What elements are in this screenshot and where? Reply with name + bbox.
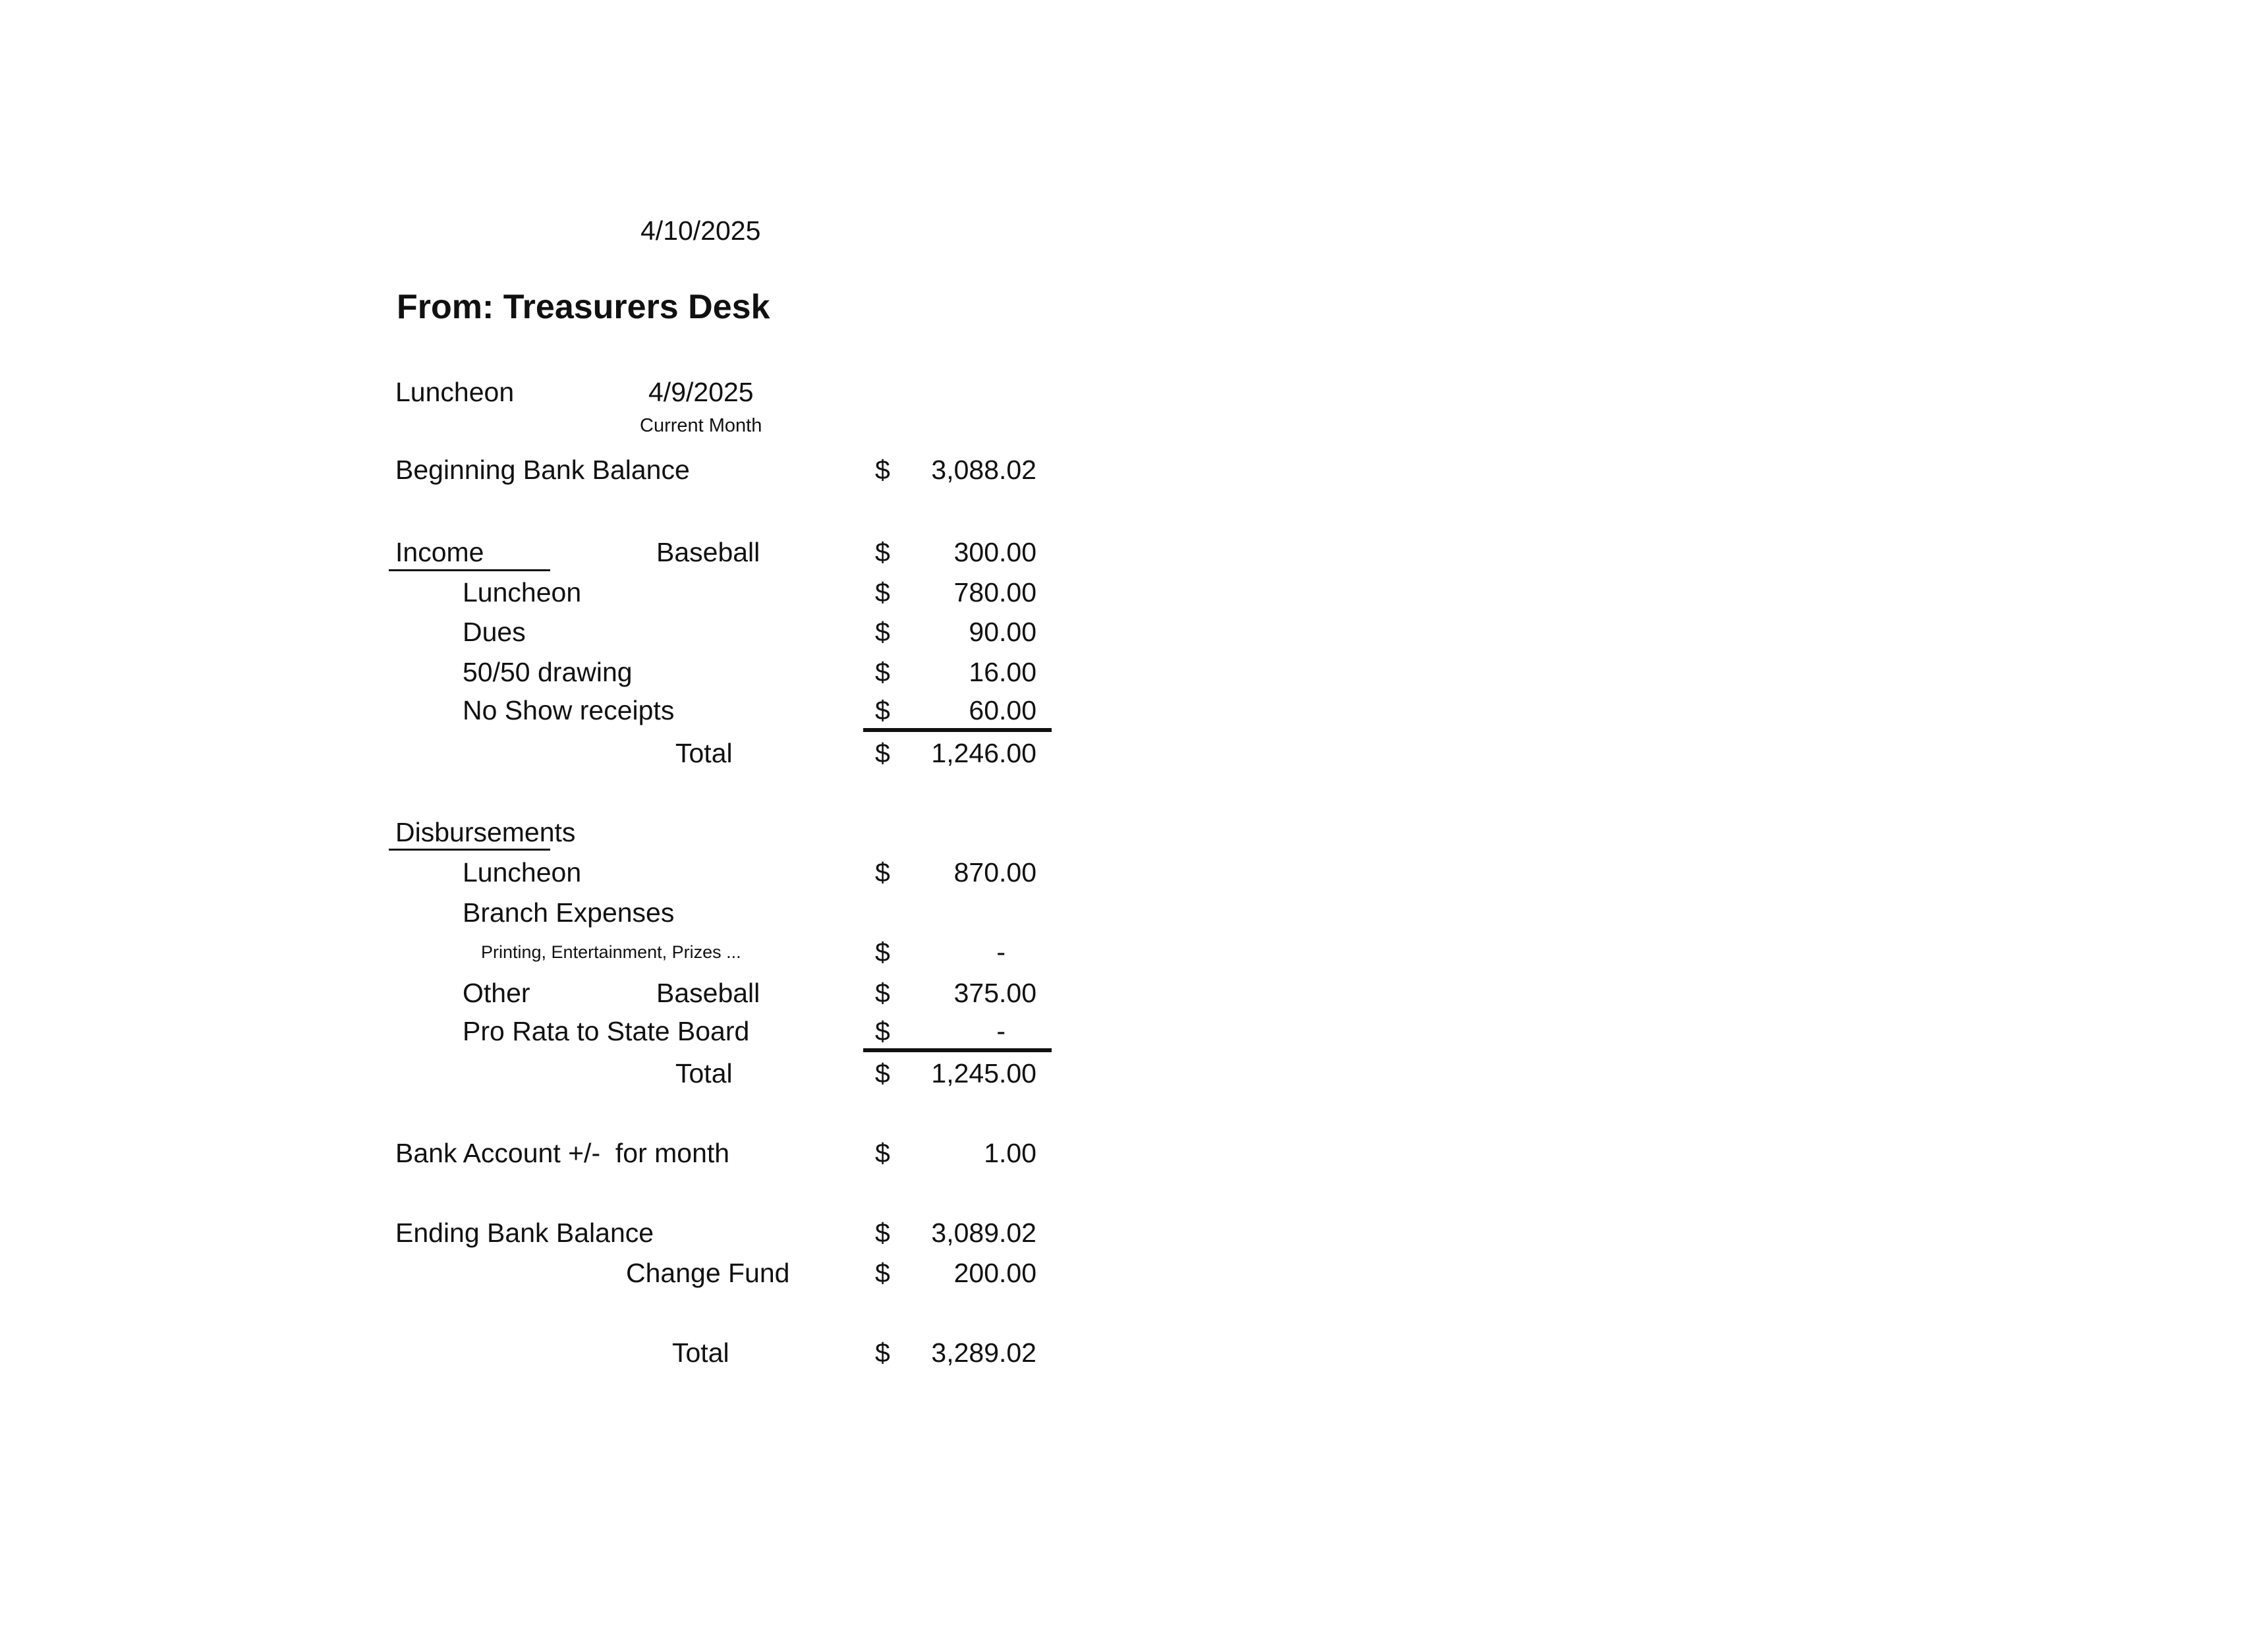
- disbursement-pro-rata: Pro Rata to State Board: [463, 1016, 750, 1046]
- pro-rata-amount: -: [996, 1016, 1006, 1046]
- beginning-balance-amount: 3,088.02: [931, 455, 1036, 485]
- income-item-baseball: Baseball: [656, 537, 760, 567]
- income-heading-underline: [389, 569, 550, 571]
- bank-account-change-label: Bank Account +/- for month: [395, 1138, 730, 1168]
- beginning-balance-label: Beginning Bank Balance: [395, 455, 690, 485]
- income-no-show-amount: 60.00: [969, 695, 1036, 725]
- currency-symbol: $: [875, 978, 890, 1008]
- income-item-dues: Dues: [463, 617, 526, 647]
- currency-symbol: $: [875, 1218, 890, 1248]
- report-date: 4/10/2025: [640, 215, 761, 246]
- currency-symbol: $: [875, 695, 890, 725]
- income-baseball-amount: 300.00: [953, 537, 1036, 567]
- income-item-no-show: No Show receipts: [463, 695, 675, 725]
- currency-symbol: $: [875, 455, 890, 485]
- income-5050-amount: 16.00: [969, 657, 1036, 687]
- income-total-label: Total: [675, 738, 733, 768]
- disbursement-other: Other: [463, 978, 530, 1008]
- period-label: Current Month: [640, 415, 762, 436]
- disbursements-heading-underline: [389, 849, 550, 851]
- change-fund-amount: 200.00: [953, 1258, 1036, 1288]
- income-total-amount: 1,246.00: [931, 738, 1036, 768]
- currency-symbol: $: [875, 1338, 890, 1368]
- disbursements-heading: Disbursements: [395, 817, 576, 847]
- income-total-rule: [863, 728, 1052, 732]
- disbursement-luncheon: Luncheon: [463, 857, 582, 887]
- income-heading: Income: [395, 537, 484, 567]
- ending-balance-amount: 3,089.02: [931, 1218, 1036, 1248]
- disbursement-other-amount: 375.00: [953, 978, 1036, 1008]
- grand-total-label: Total: [672, 1338, 729, 1368]
- disbursements-total-rule: [863, 1048, 1052, 1052]
- income-luncheon-amount: 780.00: [953, 577, 1036, 607]
- disbursements-total-amount: 1,245.00: [931, 1058, 1036, 1088]
- income-item-luncheon: Luncheon: [463, 577, 582, 607]
- currency-symbol: $: [875, 1016, 890, 1046]
- change-fund-label: Change Fund: [626, 1258, 790, 1288]
- currency-symbol: $: [875, 1258, 890, 1288]
- currency-symbol: $: [875, 537, 890, 567]
- meeting-label: Luncheon: [395, 377, 515, 407]
- currency-symbol: $: [875, 937, 890, 967]
- currency-symbol: $: [875, 1058, 890, 1088]
- branch-expenses-detail: Printing, Entertainment, Prizes ...: [481, 942, 741, 962]
- income-dues-amount: 90.00: [969, 617, 1036, 647]
- branch-expenses-amount: -: [996, 937, 1006, 967]
- bank-account-change-amount: 1.00: [984, 1138, 1036, 1168]
- meeting-date: 4/9/2025: [648, 377, 754, 407]
- currency-symbol: $: [875, 577, 890, 607]
- currency-symbol: $: [875, 738, 890, 768]
- currency-symbol: $: [875, 617, 890, 647]
- currency-symbol: $: [875, 657, 890, 687]
- disbursements-total-label: Total: [675, 1058, 733, 1088]
- disbursement-luncheon-amount: 870.00: [953, 857, 1036, 887]
- disbursement-branch-expenses: Branch Expenses: [463, 897, 675, 928]
- grand-total-amount: 3,289.02: [931, 1338, 1036, 1368]
- income-item-5050-drawing: 50/50 drawing: [463, 657, 633, 687]
- ending-balance-label: Ending Bank Balance: [395, 1218, 654, 1248]
- disbursement-other-detail: Baseball: [656, 978, 760, 1008]
- currency-symbol: $: [875, 857, 890, 887]
- currency-symbol: $: [875, 1138, 890, 1168]
- page-title: From: Treasurers Desk: [397, 288, 770, 326]
